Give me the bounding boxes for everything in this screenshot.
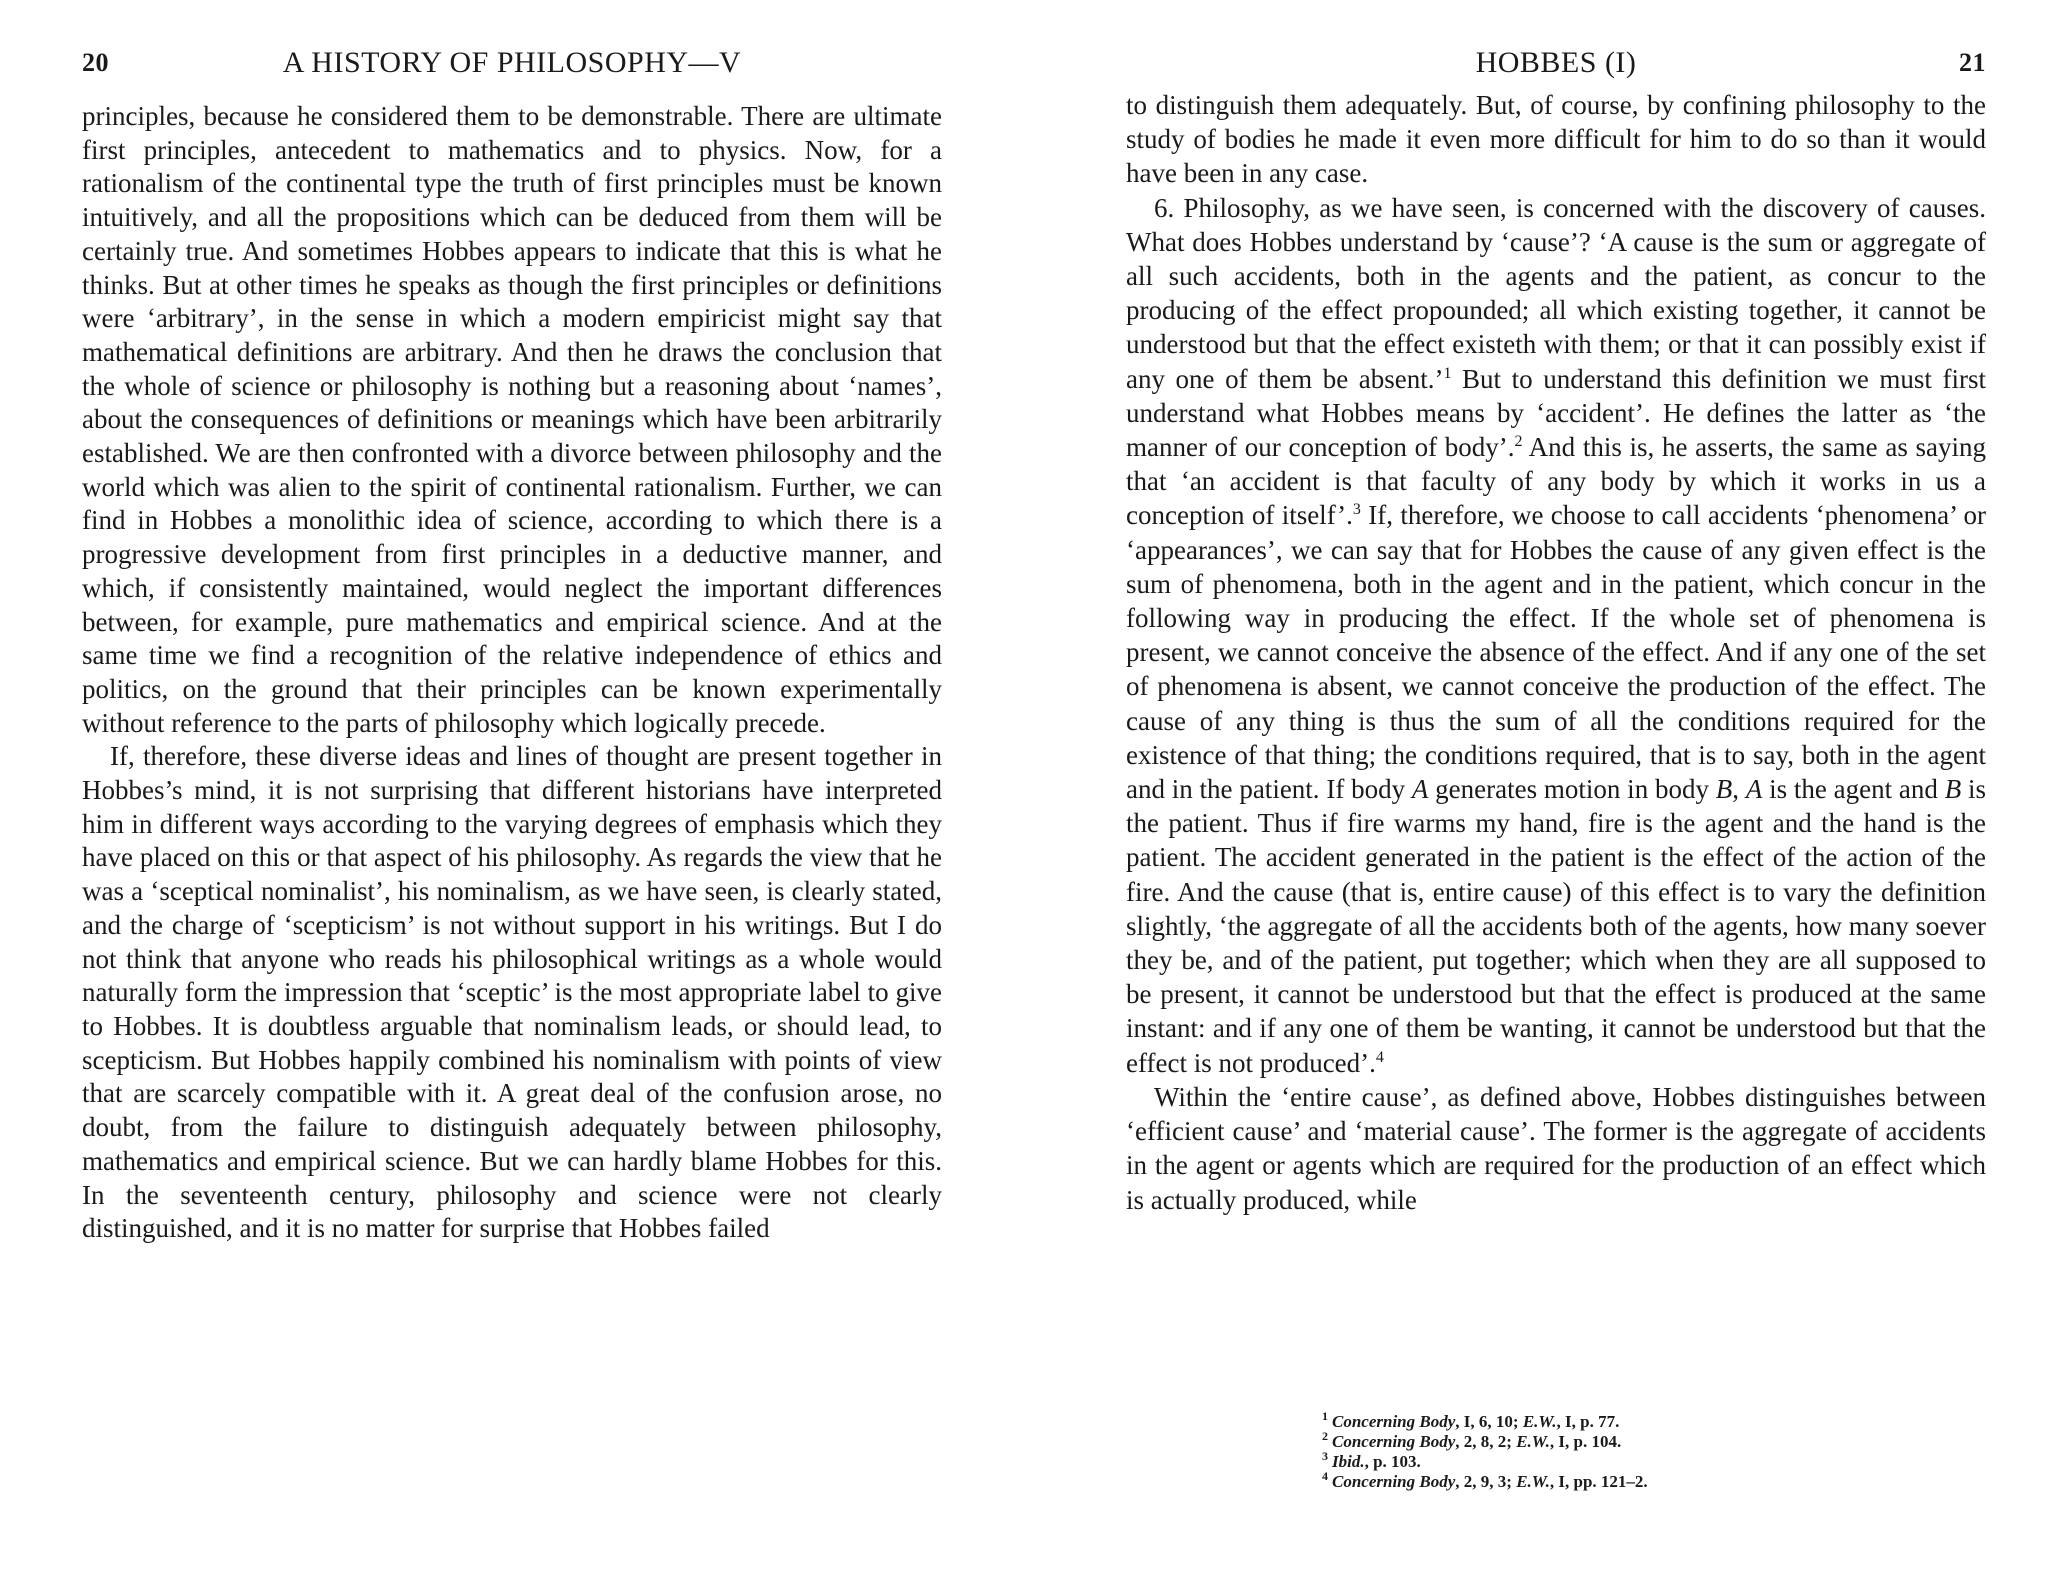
footnote-ref: , 2, 8, 2; <box>1455 1432 1517 1451</box>
footnote-ew: E.W. <box>1516 1472 1550 1491</box>
footnote-ref-1: 1 <box>1443 364 1452 382</box>
footnote-mark: 4 <box>1322 1469 1328 1484</box>
right-page <box>1126 0 1986 1572</box>
footnotes <box>1322 1409 1648 1492</box>
text-run: 6. Philosophy, as we have seen, is concerned with the discovery of causes. What does Hobbes understand by ‘cause’? ‘A cause is the sum or aggregate of all such accidents, both in the agents and the patient, as concur to the producing of the effect propounded; all which existing together, it cannot be understood but that the effect existeth with them; or that it can possibly exist if any one of them be absent.’ <box>1126 192 1986 394</box>
footnote-title: Concerning Body <box>1332 1412 1456 1431</box>
right-paragraph-2 <box>1126 191 1986 1080</box>
right-running-head <box>1126 46 1986 86</box>
right-body-text <box>1126 88 1986 1217</box>
text-run: , <box>1732 774 1746 805</box>
footnote-ref-2: 2 <box>1514 433 1523 451</box>
right-running-title: HOBBES (I) <box>1475 46 1637 79</box>
footnote-ref: , I, 6, 10; <box>1455 1412 1523 1431</box>
right-page-number: 21 <box>1959 48 1986 77</box>
text-run: If, therefore, we choose to call accidents ‘phenomena’ or ‘appearances’, we can say that for Hobbes the cause of any given effect is the sum of phenomena, both in the agent and in the patient, which concur in the following way in producing the effect. If the whole set of phenomena is present, we cannot conceive the absence of the effect. And if any one of the set of phenomena is absent, we cannot conceive the production of the effect. The cause of any thing is thus the sum of all the conditions required for the existence of that thing; the conditions required, that is to say, both in the agent and in the patient. If body <box>1126 500 1986 805</box>
footnote-ref-4: 4 <box>1375 1048 1384 1066</box>
left-page-number: 20 <box>82 48 109 77</box>
footnote-ref: , p. 103. <box>1364 1452 1421 1471</box>
footnote-4 <box>1322 1469 1648 1492</box>
footnote-ref: , 2, 9, 3; <box>1455 1472 1517 1491</box>
footnote-ew: E.W. <box>1522 1412 1557 1431</box>
footnote-mark: 3 <box>1322 1449 1328 1464</box>
text-run: generates motion in body <box>1428 774 1716 805</box>
footnote-1 <box>1322 1409 1648 1432</box>
left-paragraph-2: If, therefore, these diverse ideas and lines of thought are present together in Hobbes’s mind, it is not surprising that different historians have interpreted him in different ways according to the varying degrees of emphasis which they have placed on this or that aspect of his philosophy. As regards the view that he was a ‘sceptical nominalist’, his nominalism, as we have seen, is clearly stated, and the charge of ‘scepticism’ is not without support in his writings. But I do not think that anyone who reads his philosophical writings as a whole would naturally form the impression that ‘sceptic’ is the most appropriate label to give to Hobbes. It is doubtless arguable that nominalism leads, or should lead, to scepticism. But Hobbes happily combined his nominalism with points of view that are scarcely compatible with it. A great deal of the confusion arose, no doubt, from the failure to distinguish adequately between philosophy, mathematics and empirical science. But we can hardly blame Hobbes for this. In the seventeenth century, philosophy and science were not clearly distinguished, and it is no matter for surprise that Hobbes failed <box>82 741 942 1244</box>
variable-a: A <box>1411 774 1429 805</box>
left-running-head <box>82 46 942 86</box>
footnote-mark: 2 <box>1322 1429 1328 1444</box>
footnote-2 <box>1322 1429 1648 1452</box>
footnote-tail: , I, p. 77. <box>1556 1412 1620 1431</box>
footnote-mark: 1 <box>1322 1409 1328 1424</box>
text-run: is the agent and <box>1762 774 1945 805</box>
text-run: And this is, he asserts, the same as saying that ‘an accident is that faculty of any body by which it works in us a conception of itself’. <box>1126 432 1986 531</box>
left-body-text <box>82 100 942 1246</box>
footnote-3 <box>1322 1449 1648 1472</box>
footnote-ref-3: 3 <box>1352 501 1361 519</box>
footnote-title: Concerning Body <box>1332 1432 1456 1451</box>
variable-b: B <box>1944 774 1962 805</box>
variable-a: A <box>1745 774 1763 805</box>
right-paragraph-3: Within the ‘entire cause’, as defined above, Hobbes distinguishes between ‘efficient cause’ and ‘material cause’. The former is the aggregate of accidents in the agent or agents which are required for the production of an effect which is actually produced, while <box>1126 1081 1986 1215</box>
right-paragraph-1: to distinguish them adequately. But, of course, by confining philosophy to the study of bodies he made it even more difficult for him to do so than it would have been in any case. <box>1126 90 1986 189</box>
footnote-tail: , I, p. 104. <box>1549 1432 1622 1451</box>
left-page <box>82 0 942 1572</box>
footnote-tail: , I, pp. 121–2. <box>1549 1472 1648 1491</box>
text-run: is the patient. Thus if fire warms my hand, fire is the agent and the hand is the patient. The accident generated in the patient is the effect of the action of the fire. And the cause (that is, entire cause) of this effect is to vary the definition slightly, ‘the aggregate of all the accidents both of the agents, how many soever they be, and of the patient, put together; which when they are all supposed to be present, it cannot be understood but that the effect is produced at the same instant: and if any one of them be wanting, it cannot be understood but that the effect is not produced’. <box>1126 774 1986 1078</box>
text-run: But to understand this definition we must first understand what Hobbes means by ‘accident’. He defines the latter as ‘the manner of our conception of body’. <box>1126 363 1986 463</box>
footnote-title: Concerning Body <box>1332 1472 1456 1491</box>
footnote-title: Ibid. <box>1332 1452 1365 1471</box>
footnote-ew: E.W. <box>1516 1432 1550 1451</box>
left-running-title: A HISTORY OF PHILOSOPHY—V <box>282 46 742 79</box>
variable-b: B <box>1715 774 1733 805</box>
left-paragraph-1: principles, because he considered them to be demonstrable. There are ultimate first principles, antecedent to mathematics and to physics. Now, for a rationalism of the continental type the truth of first principles must be known intuitively, and all the propositions which can be deduced from them will be certainly true. And sometimes Hobbes appears to indicate that this is what he thinks. But at other times he speaks as though the first principles or definitions were ‘arbitrary’, in the sense in which a modern empiricist might say that mathematical definitions are arbitrary. And then he draws the conclusion that the whole of science or philosophy is nothing but a reasoning about ‘names’, about the consequences of definitions or meanings which have been arbitrarily established. We are then confronted with a divorce between philosophy and the world which was alien to the spirit of continental rationalism. Further, we can find in Hobbes a monolithic idea of science, according to which there is a progressive development from first principles in a deductive manner, and which, if consistently maintained, would neglect the important differences between, for example, pure mathematics and empirical science. And at the same time we find a recognition of the relative independence of ethics and politics, on the ground that their principles can be known experimentally without reference to the parts of philosophy which logically precede. <box>82 101 942 738</box>
